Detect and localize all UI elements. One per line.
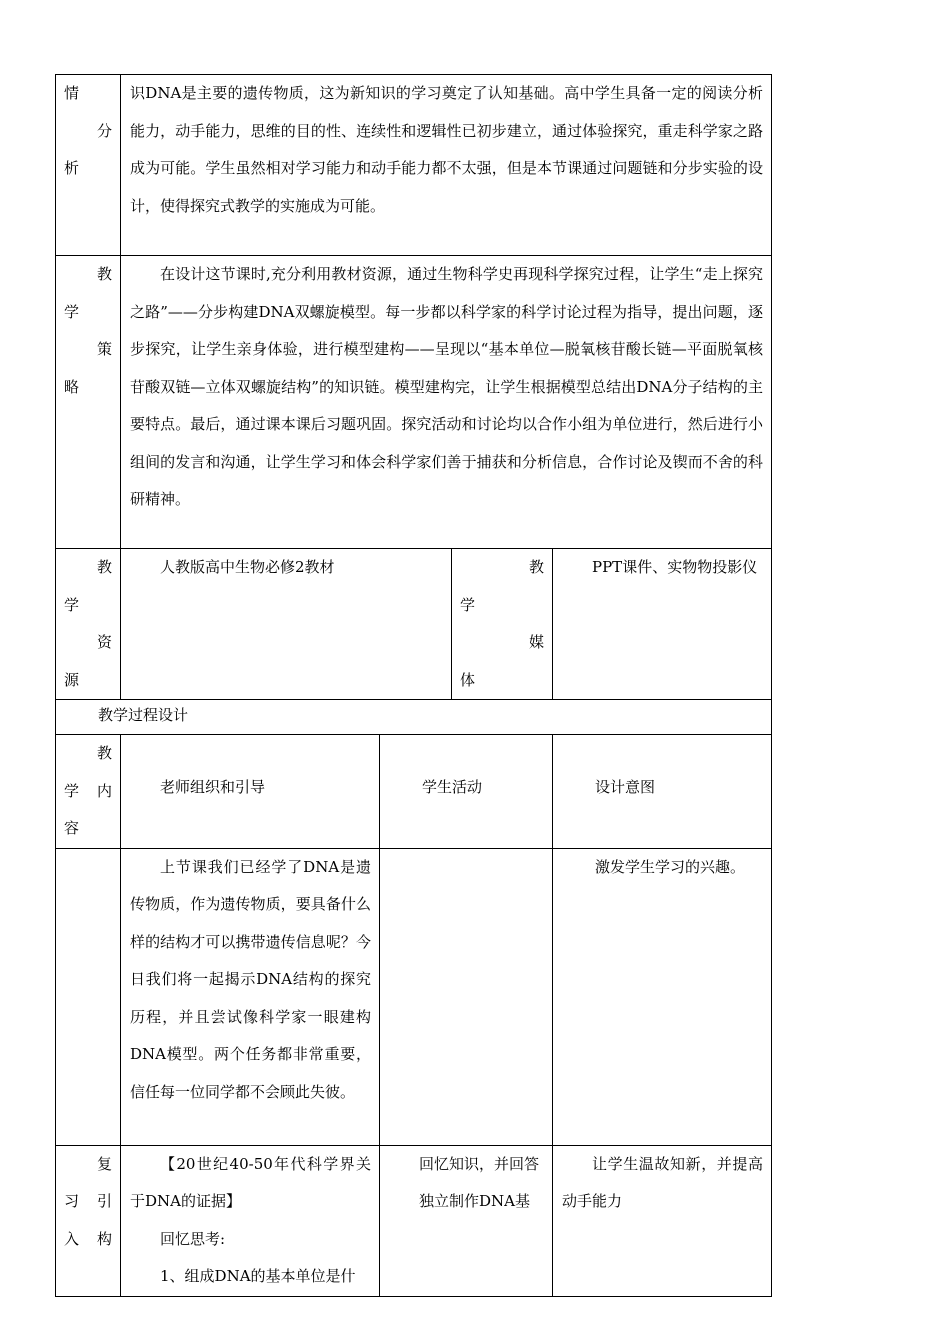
label-char: 析 [64,159,80,177]
review-label-cell [56,1145,121,1296]
process-design-title-row [56,700,772,735]
label-char: 情 [64,84,80,102]
review-row [56,1145,772,1296]
content-label-cell [56,735,121,849]
resources-text: 人教版高中生物必修2教材 [160,558,335,576]
col-teacher-header: 老师组织和引导 [160,778,266,796]
review-student-line2: 独立制作DNA基 [419,1192,530,1210]
col-student-header: 学生活动 [422,778,483,796]
label-char: 资 [96,633,112,651]
label-char: 策 [96,340,112,358]
situation-text-cell [121,75,772,256]
review-student-line1: 回忆知识，并回答 [419,1154,540,1173]
intent-header-cell [553,735,772,849]
resources-label-cell [56,549,121,700]
label-char: 教 [96,558,112,576]
situation-analysis-row [56,75,772,256]
label-char: 媒 [528,633,544,651]
review-student-cell [380,1145,553,1296]
strategy-text-cell [121,256,772,549]
label-char: 复 [96,1154,112,1173]
situation-label-cell [56,75,121,256]
label-char: 容 [64,819,80,837]
resources-text-cell [121,549,452,700]
label-char: 学 [64,302,80,321]
intro-label-cell [56,848,121,1145]
label-char: 学 [64,781,80,800]
media-label-cell [452,549,553,700]
col-intent-header: 设计意图 [595,778,656,796]
label-char: 教 [528,558,544,576]
label-char: 源 [64,670,80,689]
label-char: 学 [460,595,476,614]
intro-row [56,848,772,1145]
student-header-cell [380,735,553,849]
lesson-plan-document [55,74,771,1297]
label-char: 分 [96,121,112,140]
review-intent-cell [553,1145,772,1296]
teaching-strategy-row [56,256,772,549]
label-char: 体 [460,670,476,689]
intro-intent-cell [553,848,772,1145]
process-title-cell [56,700,772,735]
label-char: 习 [64,1192,80,1210]
label-char: 教 [96,744,112,762]
label-char: 构 [96,1229,112,1248]
intro-student-cell [380,848,553,1145]
label-char: 略 [64,377,80,396]
situation-text: 识DNA是主要的遗传物质，这为新知识的学习奠定了认知基础。高中学生具备一定的阅读分析能力，动手能力，思维的目的性、连续性和逻辑性已初步建立，通过体验探究，重走科学家之路成为可能。学生虽然相对学习能力和动手能力都不太强，但是本节课通过问题链和分步实验的设计，使得探究式教学的实施成为可能。 [130,84,763,215]
intro-intent-text: 激发学生学习的兴趣。 [595,857,746,876]
review-teacher-q1: 1、组成DNA的基本单位是什 [160,1267,356,1285]
strategy-label-cell [56,256,121,549]
lesson-plan-table [55,74,772,1297]
review-teacher-prompt: 回忆思考: [160,1229,226,1248]
review-teacher-heading: 【20世纪40-50年代科学界关于DNA的证据】 [130,1154,371,1210]
media-text: PPT课件、实物物投影仪 [592,558,758,576]
intro-teacher-cell [121,848,380,1145]
label-char: 教 [96,265,112,283]
intro-teacher-text: 上节课我们已经学了DNA是遗传物质，作为遗传物质，要具备什么样的结构才可以携带遗传信息呢？今日我们将一起揭示DNA结构的探究历程，并且尝试像科学家一眼建构DNA模型。两个任务都非常重要，信任每一位同学都不会顾此失彼。 [130,857,371,1101]
label-char: 引 [96,1192,112,1210]
process-title: 教学过程设计 [98,706,189,724]
strategy-text: 在设计这节课时,充分利用教材资源，通过生物科学史再现科学探究过程，让学生“走上探究之路”——分步构建DNA双螺旋模型。每一步都以科学家的科学讨论过程为指导，提出问题，逐步探究，让学生亲身体验，进行模型建构——呈现以“基本单位—脱氧核苷酸长链—平面脱氧核苷酸双链—立体双螺旋结构”的知识链。模型建构完，让学生根据模型总结出DNA分子结构的主要特点。最后，通过课本课后习题巩固。探究活动和讨论均以合作小组为单位进行，然后进行小组间的发言和沟通，让学生学习和体会科学家们善于捕获和分析信息，合作讨论及锲而不舍的科研精神。 [130,265,764,508]
label-char: 学 [64,595,80,614]
review-intent-text: 让学生温故知新，并提高动手能力 [562,1154,763,1210]
teacher-header-cell [121,735,380,849]
label-char: 入 [64,1229,80,1248]
review-teacher-cell [121,1145,380,1296]
media-text-cell [553,549,772,700]
process-header-row [56,735,772,849]
label-char: 内 [96,781,112,800]
teaching-resources-row [56,549,772,700]
